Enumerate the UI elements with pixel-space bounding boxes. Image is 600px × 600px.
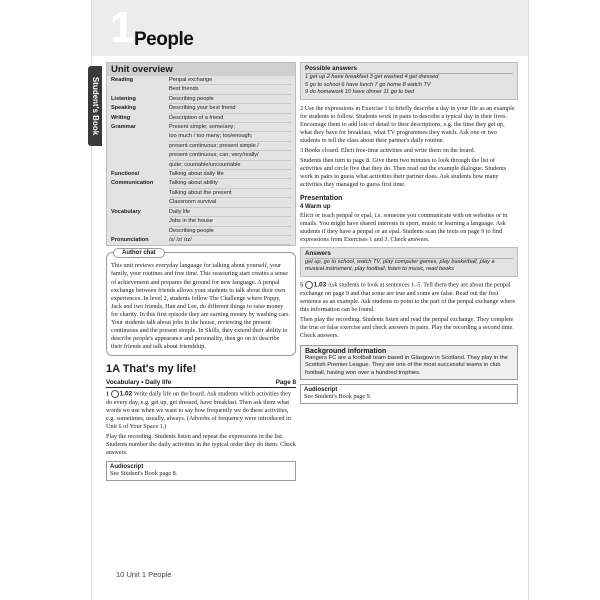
possible-answers-heading: Possible answers — [305, 65, 513, 74]
side-tab — [88, 66, 102, 146]
audioscript-text: See Student's Book page 9. — [304, 393, 372, 401]
overview-row-value: Talking about daily life — [169, 170, 291, 179]
author-chat-label: Author chat — [113, 248, 165, 258]
overview-row-value: Talking about the present — [169, 189, 291, 198]
overview-row-values — [169, 179, 291, 207]
author-chat-box — [106, 252, 296, 356]
exercise-4-paragraph: Elicit or teach penpal or epal, i.e. someone you communicate with on websites or in emails. You might have shared interests in sport, music or learning a language. Ask students if they have a penpal or an epal. Students scan the texts on page 9 to find expressions from Exercises 1 and 3. Check answers. — [300, 211, 508, 243]
cd-icon — [111, 390, 119, 398]
exercise-5-paragraph-2: Then play the recording. Students listen and read the penpal exchange. They complete the true or false exercise and check answers in pairs. Play the recording a second time. Check answers. — [300, 315, 514, 339]
unit-number: 1 — [110, 3, 135, 52]
overview-row — [107, 170, 295, 179]
exercise-3-paragraph-2: Students then turn to page 8. Give them two minutes to look through the list of activities and circle five that they do. Then read out the example dialogue. Students work in pairs to guess what activities their partner does. Ask students how many activities they managed to guess first time. — [300, 156, 507, 188]
audioscript-heading: Audioscript — [304, 387, 338, 394]
background-info-box — [300, 345, 518, 381]
unit-title: People — [134, 29, 194, 50]
overview-row-values — [169, 208, 291, 236]
exercise-1-number: 1 — [106, 391, 110, 399]
overview-row-value: Daily life — [169, 208, 291, 217]
section-sub-right: Page 8 — [275, 379, 296, 387]
left-column — [106, 62, 296, 481]
possible-answers-line: 5 go to school 6 have lunch 7 go home 8 watch TV — [305, 81, 431, 88]
overview-row — [107, 208, 295, 236]
answers-text: get up, go to school, watch TV, play computer games, play basketball, play a musical instrument, play football, listen to music, read books — [305, 258, 495, 273]
overview-row-value: Description of a friend — [169, 114, 291, 123]
exercise-3-paragraph: 3 Books closed. Elicit free-time activities and write them on the board. — [300, 146, 476, 154]
track-number: 1.02 — [119, 391, 133, 399]
overview-row — [107, 76, 295, 95]
overview-row — [107, 236, 295, 245]
unit-overview-box — [106, 62, 296, 246]
overview-row-label: Functions/ — [111, 171, 140, 178]
overview-row-label: Reading — [111, 77, 134, 83]
overview-row-value: Jobs in the house — [169, 217, 291, 226]
overview-row-value: Classroom survival — [169, 198, 291, 207]
overview-row — [107, 123, 295, 170]
overview-row-label: Listening — [111, 95, 136, 102]
possible-answers-box — [300, 62, 518, 100]
unit-overview-title: Unit overview — [107, 63, 295, 76]
overview-row-value: too much / too many; too/enough; — [169, 132, 291, 141]
overview-row-value: Talking about ability — [169, 179, 291, 188]
right-column — [300, 62, 518, 404]
overview-row-value: Best friends — [169, 85, 291, 94]
possible-answers-line: 1 get up 2 have breakfast 3 get washed 4 get dressed — [305, 74, 439, 80]
exercise-5-paragraph — [300, 281, 518, 314]
overview-row-value: present continuous; can; very/really/ — [169, 151, 291, 160]
audioscript-box-right — [300, 384, 518, 404]
overview-row-label: Grammar — [111, 124, 136, 131]
side-tab-label: Student's Book — [91, 76, 100, 136]
page — [92, 0, 528, 600]
background-info-text: Rangers FC are a football team based in Glasgow in Scotland. They play in the Scottish Premier League. They are one of the most successful teams in club football, having won over a hundred trophies. — [305, 354, 508, 376]
possible-answers-line: 9 do homework 10 have dinner 11 go to bed — [305, 89, 415, 96]
overview-row-label: Pronunciation — [111, 236, 149, 243]
overview-row-value: Describing people — [169, 227, 291, 236]
background-info-heading: Background information — [305, 347, 387, 355]
overview-row-value: Penpal exchange — [169, 76, 291, 85]
overview-row — [107, 104, 295, 113]
exercise-5-text: Ask students to look at sentences 1–5. Tell them they are about the penpal exchange on page 9 and that some are true and some are false. Read out the first sentence as an example. Ask students to point to the part of the penpal exchange where this information can be found. — [300, 281, 516, 313]
audioscript-heading: Audioscript — [110, 464, 144, 471]
overview-row — [107, 179, 295, 207]
section-subheading — [106, 379, 296, 388]
footer-unit: Unit 1 People — [126, 570, 172, 579]
overview-row-values — [169, 104, 291, 113]
overview-row-label: Vocabulary — [111, 208, 141, 215]
exercise-1-paragraph — [106, 390, 296, 431]
overview-row-value: Describing your best friend — [169, 104, 291, 113]
section-sub-left: Vocabulary • Daily life — [106, 379, 172, 387]
overview-row — [107, 95, 295, 104]
cd-icon — [305, 281, 313, 289]
overview-row — [107, 114, 295, 123]
audioscript-box-left — [106, 461, 296, 481]
answers-heading: Answers — [305, 250, 513, 259]
warm-up-heading: 4 Warm up — [300, 203, 331, 210]
exercise-5-number: 5 — [300, 281, 304, 289]
presentation-heading: Presentation — [300, 194, 343, 202]
overview-row-value: present continuous; present simple / — [169, 142, 291, 151]
exercise-1-text: Write daily life on the board. Ask students which activities they do every day, e.g. get up, get dressed, have breakfast. Then ask them what words we use when we want to say how frequently we do these activities, e.g. sometimes, usually, always. (Adverbs of frequency were introduced in Unit 6 of Your Space 1.) — [106, 391, 292, 431]
overview-row-value: quite; countable/uncountable — [169, 161, 291, 170]
overview-row-value: Describing people — [169, 95, 291, 104]
exercise-2-paragraph: 2 Use the expressions in Exercise 1 to briefly describe a day in your life as an example for students to follow. Students work in pairs to describe a typical day in their lives. Encourage them to add lots of detail to their descriptions, e.g. the time they get up, what they have for breakfast, what TV programmes they watch. Ask one or two students to tell the class about their partner's daily routine. — [300, 104, 515, 144]
exercise-1-paragraph-2: Play the recording. Students listen and repeat the expressions in the list. Students number the daily activities in the typical order they do them. Check answers. — [106, 433, 296, 457]
overview-row-values — [169, 114, 291, 123]
author-chat-text: This unit reviews everyday language for talking about yourself, your family, your routines and free time. This reassuring start creates a sense of achievement and prepares the ground for new language. A penpal exchange between friends allows your students to talk about their own experiences. In level 2, students follow The Challenge where Poppy, Jack and two friends, Han and Lee, do different things to raise money for charity. In this first episode they are earning money by washing cars. Your students talk about jobs in the house, reviewing the present continuous and the present simple. In Skills, they extend their ability to describe people's appearance and personality, then go on to describe their friends and talk about friendship. — [111, 262, 290, 351]
overview-row-values — [169, 236, 291, 245]
overview-row-values — [169, 76, 291, 95]
section-heading: 1A That's my life! — [106, 363, 197, 376]
page-number: 10 — [116, 570, 125, 579]
overview-row-values — [169, 95, 291, 104]
overview-row-label: Writing — [111, 114, 131, 121]
audioscript-text: See Student's Book page 8. — [110, 470, 178, 478]
overview-row-value: Present simple; some/any; — [169, 123, 291, 132]
page-footer — [116, 570, 171, 579]
overview-row-value: /s/ /z/ /ɪz/ — [169, 236, 291, 245]
audio-track-1-02[interactable] — [111, 390, 133, 399]
overview-row-label: Speaking — [111, 105, 136, 112]
overview-row-values — [169, 123, 291, 170]
overview-row-label: Communication — [111, 180, 154, 187]
audio-track-1-03[interactable] — [305, 281, 327, 290]
track-number: 1.03 — [313, 281, 327, 289]
overview-row-values — [169, 170, 291, 179]
unit-header — [92, 0, 528, 56]
unit-overview-rows — [107, 76, 295, 245]
answers-box — [300, 247, 518, 277]
